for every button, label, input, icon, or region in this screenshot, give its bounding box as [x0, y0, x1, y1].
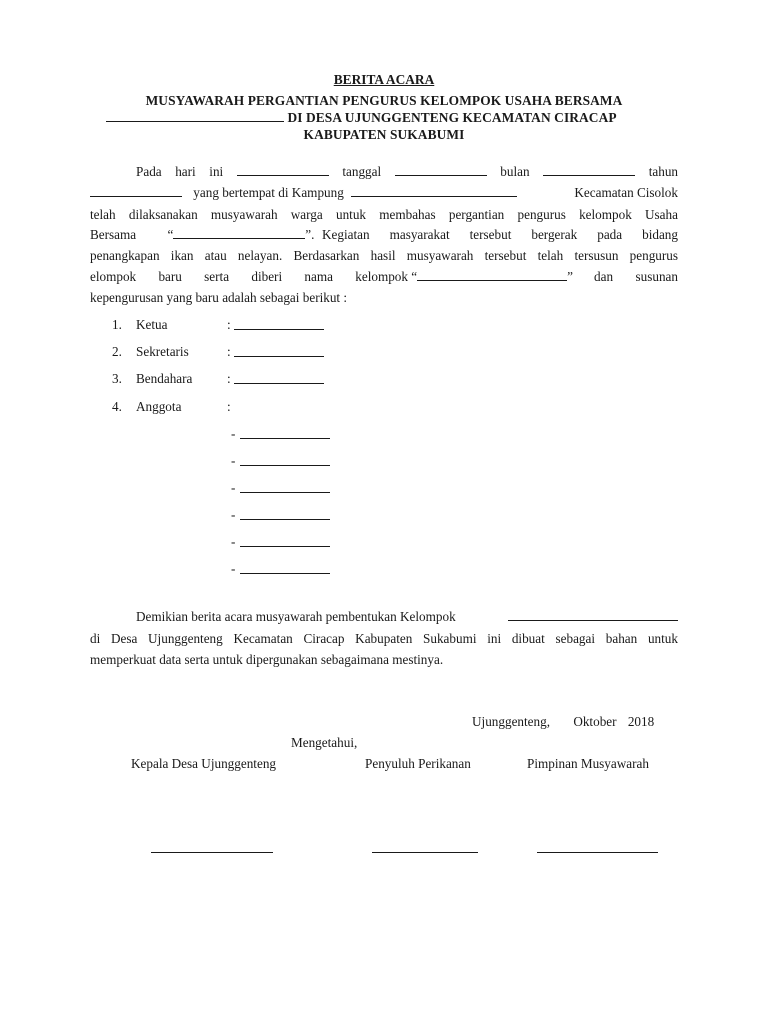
member-dash: - [231, 507, 236, 522]
year-blank[interactable] [90, 185, 182, 197]
document-title: BERITA ACARA [333, 72, 435, 87]
bendahara-blank[interactable] [234, 372, 324, 384]
quote-close: ” [567, 269, 574, 284]
signatory-head-village: Kepala Desa Ujunggenteng [131, 756, 277, 771]
text: Kecamatan Cisolok [574, 185, 678, 200]
quote-open: “ [411, 269, 418, 284]
quote-close: ”. [305, 227, 315, 242]
place-date [472, 714, 654, 730]
signature-line-head-village[interactable] [151, 851, 273, 853]
member-blank-1[interactable] [240, 427, 330, 439]
month-text: Oktober [573, 714, 617, 729]
para1-line-4 [90, 227, 678, 243]
role-colon: : [227, 371, 231, 386]
kampung-blank[interactable] [351, 185, 517, 197]
ketua-blank[interactable] [234, 318, 324, 330]
word: Pada [136, 164, 162, 179]
member-dash: - [231, 453, 236, 468]
header-line-2-text: DI DESA UJUNGGENTENG KECAMATAN CIRACAP [287, 110, 617, 125]
kelompok-blank[interactable] [508, 609, 678, 621]
text: Demikian berita acara musyawarah pembentukan Kelompok [136, 609, 456, 624]
word: tahun [648, 164, 679, 179]
role-number: 2. [112, 344, 122, 359]
role-colon: : [227, 344, 231, 359]
para1-line-2 [90, 185, 678, 201]
signature-line-extension[interactable] [372, 851, 478, 853]
para1-line-5: penangkapan ikan atau nelayan. Berdasarkan hasil musyawarah tersebut telah tersusun pengurus [90, 248, 678, 263]
header-line-1: MUSYAWARAH PERGANTIAN PENGURUS KELOMPOK USAHA BERSAMA [145, 93, 623, 108]
text: dan susunan [594, 269, 678, 284]
quote-open: “ [167, 227, 174, 242]
text: Kegiatan masyarakat tersebut bergerak pada bidang [322, 227, 678, 242]
role-label: Sekretaris [136, 344, 189, 359]
para1-line-3: telah dilaksanakan musyawarah warga untuk membahas pergantian pengurus kelompok Usaha [90, 207, 678, 222]
header-line-2 [106, 110, 617, 126]
role-label: Anggota [136, 399, 182, 414]
signatory-extension: Penyuluh Perikanan [365, 756, 471, 771]
place-text: Ujunggenteng, [472, 714, 551, 729]
text: elompok baru serta diberi nama kelompok [90, 269, 408, 284]
text: yang bertempat di Kampung [193, 185, 344, 200]
role-colon: : [227, 399, 231, 414]
month-blank[interactable] [543, 164, 635, 176]
signature-line-chair[interactable] [537, 851, 658, 853]
member-blank-2[interactable] [240, 454, 330, 466]
member-dash: - [231, 426, 236, 441]
signatory-chair: Pimpinan Musyawarah [527, 756, 649, 771]
word: tanggal [342, 164, 382, 179]
role-label: Bendahara [136, 371, 193, 386]
para2-line-1 [136, 609, 678, 625]
word: ini [209, 164, 224, 179]
year-text: 2018 [627, 714, 655, 729]
date-blank[interactable] [395, 164, 487, 176]
word: hari [175, 164, 196, 179]
group-name-field[interactable] [417, 269, 567, 281]
member-blank-4[interactable] [240, 508, 330, 520]
para1-line-6 [90, 269, 678, 285]
member-dash: - [231, 534, 236, 549]
para1-line-7: kepengurusan yang baru adalah sebagai berikut : [90, 290, 348, 305]
role-label: Ketua [136, 317, 168, 332]
role-number: 4. [112, 399, 122, 414]
day-blank[interactable] [237, 164, 329, 176]
role-colon: : [227, 317, 231, 332]
member-blank-6[interactable] [240, 562, 330, 574]
sekretaris-blank[interactable] [234, 345, 324, 357]
role-number: 3. [112, 371, 122, 386]
role-number: 1. [112, 317, 122, 332]
usaha-bersama-blank[interactable] [173, 227, 305, 239]
para2-line-2: di Desa Ujunggenteng Kecamatan Ciracap Kabupaten Sukabumi ini dibuat sebagai bahan untuk [90, 631, 678, 646]
para1-line-1 [136, 164, 678, 180]
member-dash: - [231, 561, 236, 576]
member-blank-3[interactable] [240, 481, 330, 493]
para2-line-3: memperkuat data serta untuk dipergunakan sebagaimana mestinya. [90, 652, 444, 667]
word: bulan [500, 164, 530, 179]
member-dash: - [231, 480, 236, 495]
acknowledge-label: Mengetahui, [291, 735, 358, 750]
text: Bersama [90, 227, 137, 242]
header-line-3: KABUPATEN SUKABUMI [303, 127, 465, 142]
group-name-blank[interactable] [106, 110, 284, 122]
member-blank-5[interactable] [240, 535, 330, 547]
